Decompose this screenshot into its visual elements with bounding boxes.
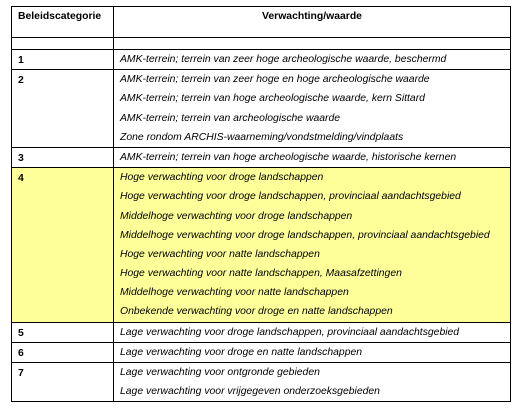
table-row (12, 168, 511, 323)
value-cell (114, 70, 511, 148)
category-cell: 7 (12, 363, 114, 402)
value-line: Hoge verwachting voor natte landschappen, Maasafzettingen (120, 268, 402, 280)
category-cell: 3 (12, 147, 114, 167)
header-beleidscategorie: Beleidscategorie (12, 7, 114, 38)
category-cell: 5 (12, 322, 114, 342)
category-cell: 2 (12, 70, 114, 148)
value-line: Middelhoge verwachting voor natte landschappen (120, 287, 349, 299)
value-line: AMK-terrein; terrein van zeer hoge en hoge archeologische waarde (120, 74, 430, 86)
value-line: Lage verwachting voor ontgronde gebieden (120, 367, 320, 378)
value-line: AMK-terrein; terrein van archeologische waarde (120, 112, 341, 124)
value-cell (114, 363, 511, 402)
table-row (12, 147, 511, 167)
value-line: AMK-terrein; terrein van hoge archeologische waarde, kern Sittard (120, 93, 425, 105)
category-cell: 1 (12, 50, 114, 70)
value-line: Hoge verwachting voor droge landschappen (120, 172, 324, 184)
table-row (12, 50, 511, 70)
spacer-cell (114, 38, 511, 50)
value-line: Onbekende verwachting voor droge en natte landschappen (120, 306, 393, 318)
value-line: AMK-terrein; terrein van zeer hoge archeologische waarde, beschermd (120, 54, 447, 65)
category-cell: 4 (12, 168, 114, 323)
value-cell (114, 147, 511, 167)
category-cell: 6 (12, 342, 114, 362)
value-line: Middelhoge verwachting voor droge landschappen, provinciaal aandachtsgebied (120, 229, 490, 241)
table-row (12, 363, 511, 402)
value-line: Hoge verwachting voor natte landschappen (120, 248, 320, 260)
value-line: Lage verwachting voor droge en natte landschappen (120, 346, 363, 358)
value-line: Middelhoge verwachting voor droge landschappen (120, 210, 353, 222)
value-cell (114, 322, 511, 342)
value-cell (114, 50, 511, 70)
table-row (12, 70, 511, 148)
value-line: Lage verwachting voor vrijgegeven onderzoeksgebieden (120, 386, 380, 398)
value-line: Zone rondom ARCHIS-waarneming/vondstmelding/vindplaats (120, 131, 404, 143)
header-verwachting-waarde: Verwachting/waarde (114, 7, 511, 38)
header-spacer-row (12, 38, 511, 50)
table-body (12, 50, 511, 402)
value-cell (114, 168, 511, 323)
value-line: Hoge verwachting voor droge landschappen, provinciaal aandachtsgebied (120, 191, 461, 203)
spacer-cell (12, 38, 114, 50)
table-row (12, 322, 511, 342)
value-line: AMK-terrein; terrein van hoge archeologische waarde, historische kernen (120, 151, 457, 163)
policy-category-table-container (11, 6, 510, 402)
value-cell (114, 342, 511, 362)
table-row (12, 342, 511, 362)
value-line: Lage verwachting voor droge landschappen, provinciaal aandachtsgebied (120, 326, 460, 338)
table-header-row (12, 7, 511, 38)
policy-category-table (11, 6, 511, 402)
